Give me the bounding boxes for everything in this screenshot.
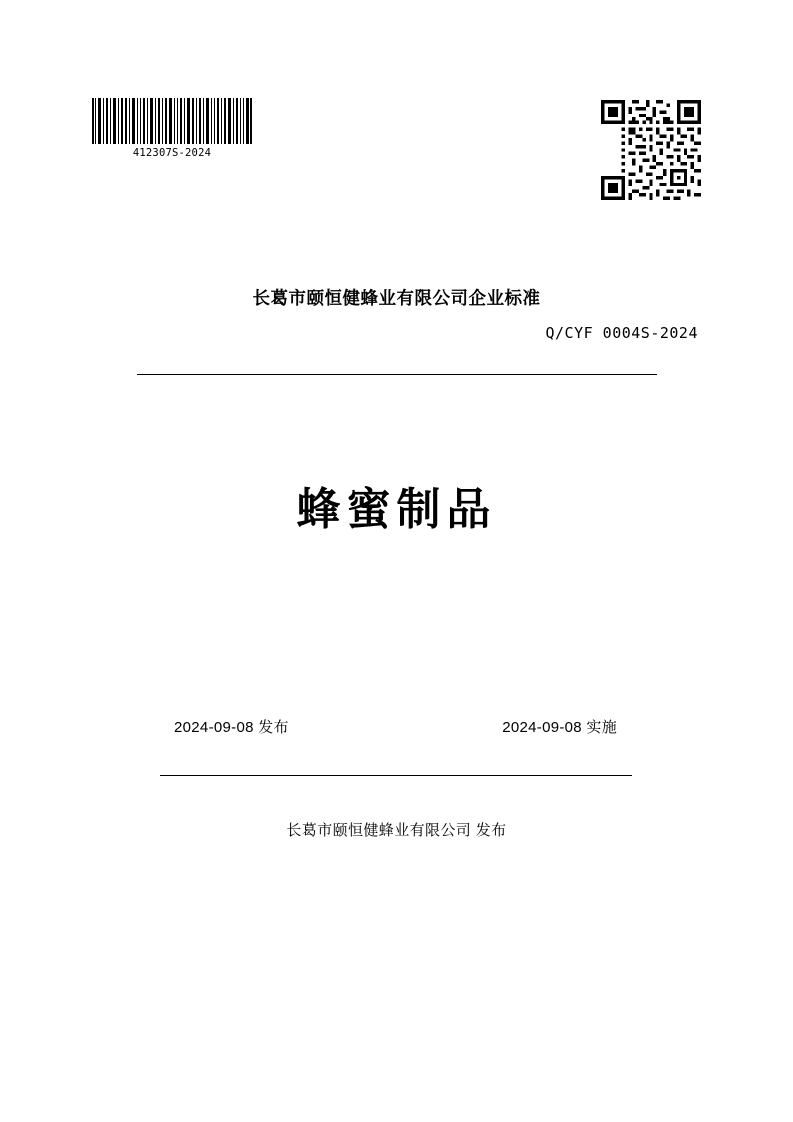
barcode-icon: [92, 98, 252, 144]
company-standard-line: 长葛市颐恒健蜂业有限公司企业标准: [252, 288, 541, 308]
divider-top: [137, 374, 657, 375]
effective-date: 2024-09-08 实施: [502, 719, 617, 736]
qr-code-icon: [601, 100, 701, 200]
barcode-number: 412307S-2024: [132, 147, 212, 159]
page-title: 蜂蜜制品: [296, 485, 497, 534]
qr-code-block: [601, 100, 701, 200]
divider-bottom: [160, 775, 632, 776]
publisher-line: 长葛市颐恒健蜂业有限公司 发布: [286, 822, 507, 839]
issue-date: 2024-09-08 发布: [174, 719, 289, 736]
standard-number: Q/CYF 0004S-2024: [545, 324, 698, 342]
date-row: [137, 716, 657, 740]
barcode-block: [92, 98, 252, 160]
